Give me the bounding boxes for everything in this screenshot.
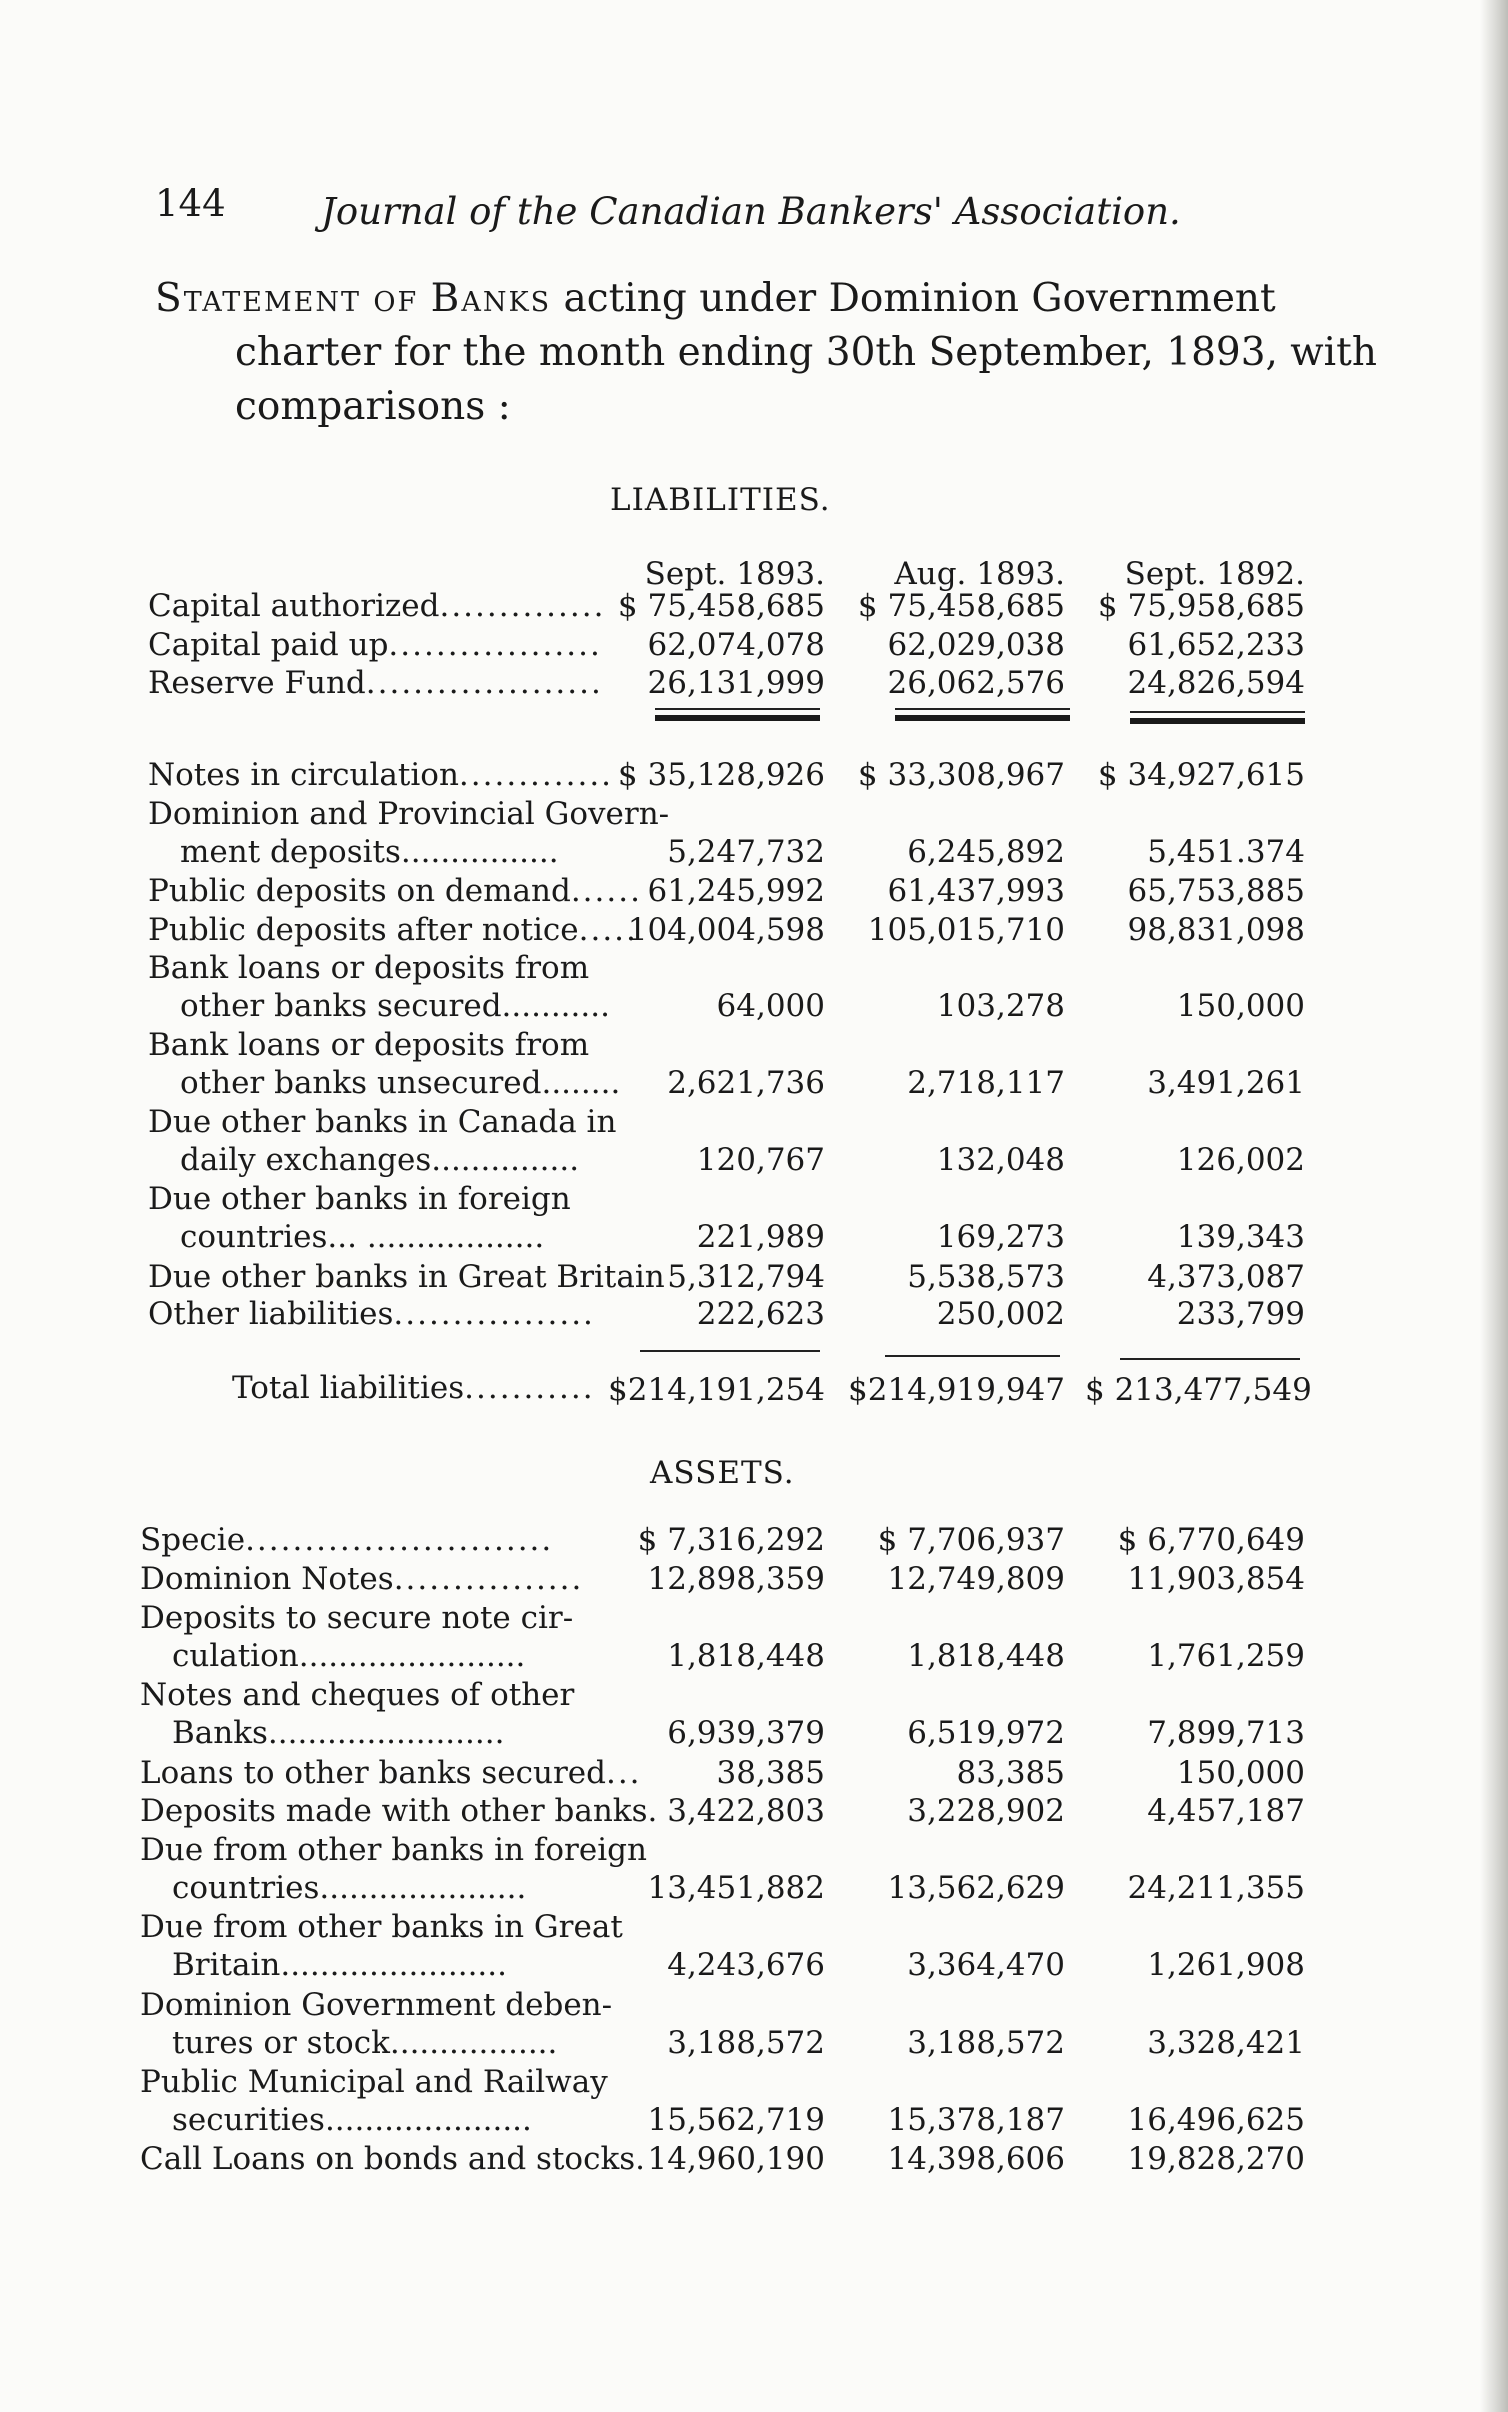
dot-leader: ................. xyxy=(393,1296,595,1332)
row-label-text: Dominion Government deben- xyxy=(140,1987,613,2023)
column-header-aug-1893: Aug. 1893. xyxy=(894,556,1065,592)
cell-value-col2: 2,718,117 xyxy=(907,1065,1065,1101)
intro-word-banks: Banks xyxy=(430,276,552,321)
rule-capital-col2 xyxy=(895,715,1070,721)
rule-total-col1 xyxy=(640,1350,820,1352)
cell-value-col1: 12,898,359 xyxy=(647,1561,825,1597)
cell-value-col1: 3,422,803 xyxy=(667,1793,825,1829)
cell-value-col2: 250,002 xyxy=(936,1296,1065,1332)
row-label xyxy=(140,1677,574,1713)
cell-value-col2: 14,398,606 xyxy=(887,2141,1065,2177)
cell-value-col2: 132,048 xyxy=(936,1142,1065,1178)
rule-capital-col2-top xyxy=(895,708,1070,710)
dot-leader: ............. xyxy=(458,757,614,793)
cell-value-col3: 1,761,259 xyxy=(1147,1638,1305,1674)
cell-value-col1: $ 35,128,926 xyxy=(617,757,825,793)
row-label-text: Notes and cheques of other xyxy=(140,1677,575,1713)
dot-leader: ................ xyxy=(400,834,559,870)
dot-leader: ........................ xyxy=(267,1715,505,1751)
row-label xyxy=(148,588,605,624)
cell-value-col2: 3,364,470 xyxy=(907,1947,1065,1983)
row-label-continuation-text: ment deposits xyxy=(180,834,401,870)
cell-value-col3: 5,451.374 xyxy=(1147,834,1305,870)
cell-value-col2: 3,188,572 xyxy=(907,2025,1065,2061)
cell-value-col1: $ 7,316,292 xyxy=(637,1522,825,1558)
cell-value-col2: 12,749,809 xyxy=(887,1561,1065,1597)
cell-value-col1: $ 75,458,685 xyxy=(617,588,825,624)
row-label-text: Public deposits after notice xyxy=(148,912,579,948)
total-value-col1: $214,191,254 xyxy=(608,1372,825,1408)
row-label xyxy=(140,1793,657,1829)
intro-line-1 xyxy=(155,272,1305,326)
page-number: 144 xyxy=(155,182,226,225)
cell-value-col1: 13,451,882 xyxy=(647,1870,825,1906)
dot-leader: ........... xyxy=(501,988,610,1024)
total-label-text: Total liabilities xyxy=(232,1370,465,1406)
cell-value-col3: $ 75,958,685 xyxy=(1097,588,1305,624)
cell-value-col3: 126,002 xyxy=(1176,1142,1305,1178)
row-label-continuation xyxy=(180,1219,544,1255)
row-label xyxy=(140,1755,642,1791)
row-label-continuation xyxy=(180,988,610,1024)
row-label-text: Deposits made with other banks. xyxy=(140,1793,658,1829)
cell-value-col2: 3,228,902 xyxy=(907,1793,1065,1829)
row-label xyxy=(140,2064,608,2100)
cell-value-col1: 2,621,736 xyxy=(667,1065,825,1101)
liabilities-heading: LIABILITIES. xyxy=(610,482,831,518)
row-label xyxy=(148,627,602,663)
row-label xyxy=(148,796,669,832)
dot-leader: .................. xyxy=(388,627,602,663)
cell-value-col1: 64,000 xyxy=(716,988,825,1024)
row-label xyxy=(140,2141,645,2177)
cell-value-col1: 6,939,379 xyxy=(667,1715,825,1751)
row-label-continuation xyxy=(172,2025,557,2061)
row-label xyxy=(148,950,589,986)
cell-value-col3: 24,211,355 xyxy=(1127,1870,1305,1906)
row-label-continuation-text: daily exchanges xyxy=(180,1142,432,1178)
cell-value-col2: 1,818,448 xyxy=(907,1638,1065,1674)
row-label-continuation-text: other banks secured xyxy=(180,988,502,1024)
cell-value-col3: 7,899,713 xyxy=(1147,1715,1305,1751)
cell-value-col2: 26,062,576 xyxy=(887,665,1065,701)
row-label xyxy=(148,757,613,793)
cell-value-col1: 62,074,078 xyxy=(647,627,825,663)
row-label-text: Reserve Fund xyxy=(148,665,366,701)
dot-leader: .................... xyxy=(365,665,603,701)
row-label-continuation-text: Banks xyxy=(172,1715,268,1751)
cell-value-col3: 98,831,098 xyxy=(1127,912,1305,948)
row-label-text: Capital authorized xyxy=(148,588,440,624)
cell-value-col3: 3,328,421 xyxy=(1147,2025,1305,2061)
dot-leader: ............... xyxy=(431,1142,580,1178)
row-label xyxy=(148,1296,595,1332)
dot-leader: ................. xyxy=(389,2025,558,2061)
cell-value-col3: 4,373,087 xyxy=(1147,1259,1305,1295)
cell-value-col3: 4,457,187 xyxy=(1147,1793,1305,1829)
row-label-text: Capital paid up xyxy=(148,627,389,663)
row-label-continuation xyxy=(172,1715,504,1751)
row-label-text: Call Loans on bonds and stocks. xyxy=(140,2141,645,2177)
row-label-continuation xyxy=(172,1638,525,1674)
cell-value-col2: 105,015,710 xyxy=(867,912,1065,948)
rule-total-col2 xyxy=(885,1355,1060,1357)
row-label xyxy=(148,873,642,909)
dot-leader: .......................... xyxy=(245,1522,554,1558)
row-label-text: Due from other banks in foreign xyxy=(140,1832,647,1868)
cell-value-col2: 61,437,993 xyxy=(887,873,1065,909)
cell-value-col1: 4,243,676 xyxy=(667,1947,825,1983)
cell-value-col3: 19,828,270 xyxy=(1127,2141,1305,2177)
cell-value-col2: 13,562,629 xyxy=(887,1870,1065,1906)
assets-heading: ASSETS. xyxy=(650,1455,795,1491)
intro-line-3: comparisons : xyxy=(235,384,511,429)
cell-value-col1: 221,989 xyxy=(696,1219,825,1255)
row-label-text: Due from other banks in Great xyxy=(140,1909,623,1945)
cell-value-col1: 61,245,992 xyxy=(647,873,825,909)
row-label-continuation xyxy=(180,1142,579,1178)
cell-value-col3: 16,496,625 xyxy=(1127,2102,1305,2138)
row-label-continuation-text: countries xyxy=(172,1870,320,1906)
row-label-continuation-text: countries xyxy=(180,1219,328,1255)
row-label-continuation-text: other banks unsecured xyxy=(180,1065,542,1101)
row-label-text: Public deposits on demand xyxy=(148,873,571,909)
cell-value-col3: 139,343 xyxy=(1176,1219,1305,1255)
row-label-continuation xyxy=(172,2102,532,2138)
total-value-col2: $214,919,947 xyxy=(848,1372,1065,1408)
total-label xyxy=(232,1370,595,1406)
row-label-continuation-text: tures or stock xyxy=(172,2025,390,2061)
row-label-text: Loans to other banks secured xyxy=(140,1755,606,1791)
cell-value-col3: $ 6,770,649 xyxy=(1117,1522,1305,1558)
row-label xyxy=(148,665,603,701)
row-label-text: Dominion Notes xyxy=(140,1561,394,1597)
dot-leader: ....................... xyxy=(298,1638,526,1674)
cell-value-col3: 65,753,885 xyxy=(1127,873,1305,909)
intro-line-1-rest: acting under Dominion Government xyxy=(563,276,1276,321)
rule-capital-col1 xyxy=(655,715,820,721)
row-label-text: Due other banks in Great Britain xyxy=(148,1259,665,1295)
row-label-text: Notes in circulation xyxy=(148,757,459,793)
row-label-text: Other liabilities xyxy=(148,1296,394,1332)
row-label-text: Dominion and Provincial Govern- xyxy=(148,796,670,832)
row-label-continuation xyxy=(172,1870,526,1906)
rule-capital-col1-top xyxy=(655,708,820,710)
cell-value-col1: 14,960,190 xyxy=(647,2141,825,2177)
cell-value-col3: 150,000 xyxy=(1176,988,1305,1024)
row-label xyxy=(140,1522,553,1558)
row-label-continuation-text: culation xyxy=(172,1638,299,1674)
row-label xyxy=(148,1181,571,1217)
cell-value-col1: 5,312,794 xyxy=(667,1259,825,1295)
dot-leader: ........... xyxy=(464,1370,595,1406)
dot-leader: ..................... xyxy=(319,1870,527,1906)
cell-value-col2: $ 7,706,937 xyxy=(877,1522,1065,1558)
cell-value-col2: 5,538,573 xyxy=(907,1259,1065,1295)
row-label-continuation xyxy=(180,834,559,870)
cell-value-col3: $ 34,927,615 xyxy=(1097,757,1305,793)
cell-value-col2: 62,029,038 xyxy=(887,627,1065,663)
intro-word-of: of xyxy=(373,276,419,321)
row-label xyxy=(140,1561,583,1597)
rule-total-col3 xyxy=(1120,1358,1300,1360)
row-label xyxy=(140,1987,612,2023)
row-label-continuation xyxy=(180,1065,620,1101)
cell-value-col3: 24,826,594 xyxy=(1127,665,1305,701)
dot-leader: .............. xyxy=(439,588,606,624)
row-label xyxy=(140,1832,647,1868)
row-label-text: Due other banks in foreign xyxy=(148,1181,571,1217)
cell-value-col1: 26,131,999 xyxy=(647,665,825,701)
row-label-text: Due other banks in Canada in xyxy=(148,1104,617,1140)
dot-leader: ........ xyxy=(541,1065,621,1101)
journal-title: Journal of the Canadian Bankers' Association. xyxy=(321,190,1181,233)
row-label-text: Public Municipal and Railway xyxy=(140,2064,608,2100)
row-label xyxy=(148,1104,616,1140)
row-label-text: Specie xyxy=(140,1522,246,1558)
dot-leader: ....................... xyxy=(280,1947,507,1983)
column-header-sept-1892: Sept. 1892. xyxy=(1124,556,1305,592)
cell-value-col2: 83,385 xyxy=(956,1755,1065,1791)
cell-value-col1: 3,188,572 xyxy=(667,2025,825,2061)
row-label xyxy=(140,1909,623,1945)
row-label xyxy=(148,1027,589,1063)
dot-leader: ..... xyxy=(578,912,638,948)
rule-capital-col3-top xyxy=(1130,711,1305,713)
dot-leader: ...... xyxy=(570,873,642,909)
row-label-text: Deposits to secure note cir- xyxy=(140,1600,574,1636)
row-label-text: Bank loans or deposits from xyxy=(148,1027,590,1063)
cell-value-col2: $ 75,458,685 xyxy=(857,588,1065,624)
row-label-continuation-text: Britain xyxy=(172,1947,281,1983)
dot-leader: ... .................. xyxy=(327,1219,545,1255)
cell-value-col3: 3,491,261 xyxy=(1147,1065,1305,1101)
cell-value-col3: 11,903,854 xyxy=(1127,1561,1305,1597)
dot-leader: ... xyxy=(605,1755,642,1791)
column-header-sept-1893: Sept. 1893. xyxy=(644,556,825,592)
dot-leader: ................ xyxy=(393,1561,584,1597)
cell-value-col3: 233,799 xyxy=(1176,1296,1305,1332)
cell-value-col3: 150,000 xyxy=(1176,1755,1305,1791)
cell-value-col1: 222,623 xyxy=(696,1296,825,1332)
row-label xyxy=(148,912,638,948)
row-label-text: Bank loans or deposits from xyxy=(148,950,590,986)
total-value-col3: $ 213,477,549 xyxy=(1085,1372,1312,1408)
cell-value-col2: $ 33,308,967 xyxy=(857,757,1065,793)
cell-value-col2: 6,519,972 xyxy=(907,1715,1065,1751)
row-label xyxy=(140,1600,573,1636)
cell-value-col2: 6,245,892 xyxy=(907,834,1065,870)
dot-leader: ..................... xyxy=(324,2102,532,2138)
cell-value-col1: 1,818,448 xyxy=(667,1638,825,1674)
cell-value-col1: 38,385 xyxy=(716,1755,825,1791)
row-label xyxy=(148,1259,665,1295)
page-edge-shadow xyxy=(1480,0,1508,2412)
cell-value-col2: 15,378,187 xyxy=(887,2102,1065,2138)
cell-value-col1: 104,004,598 xyxy=(627,912,825,948)
intro-line-2: charter for the month ending 30th September, 1893, with xyxy=(235,330,1377,375)
cell-value-col3: 1,261,908 xyxy=(1147,1947,1305,1983)
cell-value-col3: 61,652,233 xyxy=(1127,627,1305,663)
cell-value-col2: 103,278 xyxy=(936,988,1065,1024)
cell-value-col2: 169,273 xyxy=(936,1219,1065,1255)
cell-value-col1: 5,247,732 xyxy=(667,834,825,870)
row-label-continuation xyxy=(172,1947,507,1983)
cell-value-col1: 120,767 xyxy=(696,1142,825,1178)
statement-intro xyxy=(155,272,1377,434)
rule-capital-col3 xyxy=(1130,718,1305,724)
cell-value-col1: 15,562,719 xyxy=(647,2102,825,2138)
intro-word-statement: Statement xyxy=(155,276,361,321)
row-label-continuation-text: securities xyxy=(172,2102,325,2138)
